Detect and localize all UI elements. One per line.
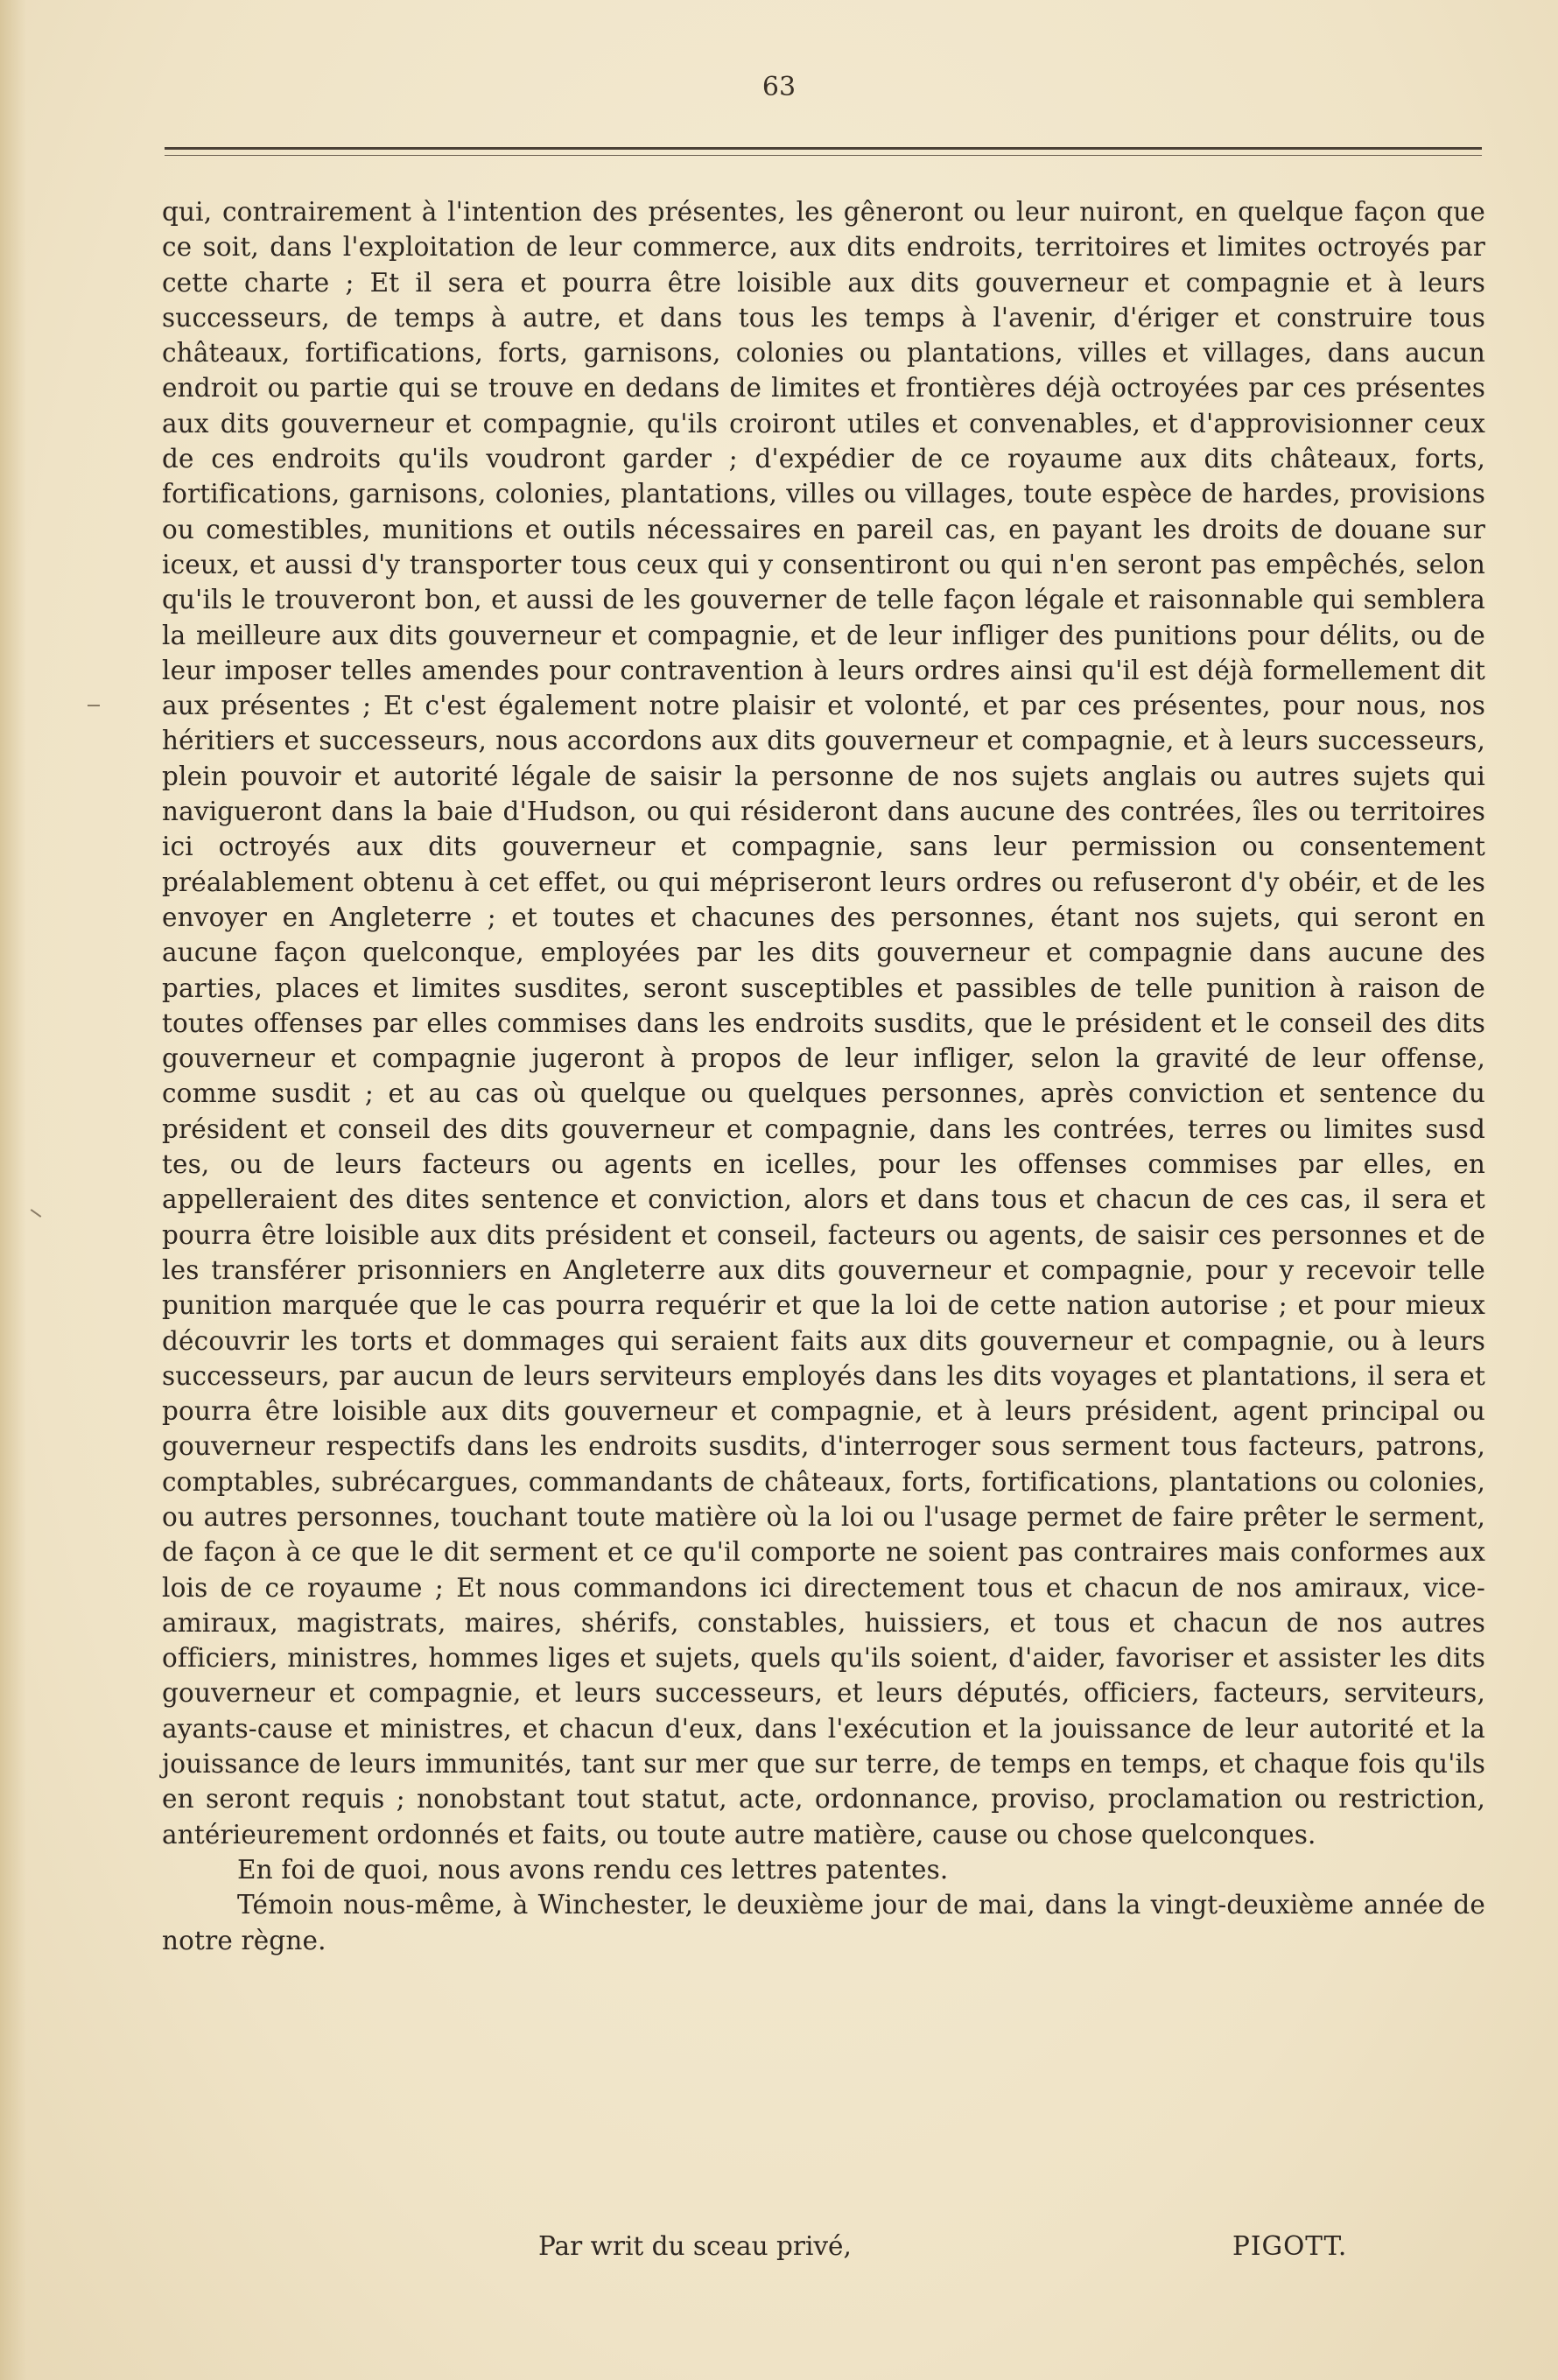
header-rule-thin xyxy=(165,155,1482,156)
closing-paragraph-temoin: Témoin nous-même, à Winchester, le deuxième jour de mai, dans la vingt-deuxième année de notre règne. xyxy=(162,1890,1485,1955)
header-rule-thick xyxy=(165,147,1482,150)
page-number: 63 xyxy=(761,72,797,102)
signature-writ: Par writ du sceau privé, xyxy=(538,2231,852,2261)
body-text xyxy=(162,194,1485,1958)
main-paragraph: qui, contrairement à l'intention des présentes, les gêneront ou leur nuiront, en quelque façon que ce soit, dans l'exploitation de leur commerce, aux dits endroits, territoires et limites octroyés par cette charte ; Et il sera et pourra être loisible aux dits gouverneur et compagnie et à leurs successeurs, de temps à autre, et dans tous les temps à l'avenir, d'ériger et construire tous châteaux, fortifications, forts, garnisons, colonies ou plantations, villes et villages, dans aucun endroit ou partie qui se trouve en dedans de limites et frontières déjà octroyées par ces présentes aux dits gouverneur et compagnie, qu'ils croiront utiles et convenables, et d'approvisionner ceux de ces endroits qu'ils voudront garder ; d'expédier de ce royaume aux dits châteaux, forts, fortifications, garnisons, colonies, plantations, villes ou villages, toute espèce de hardes, provisions ou comestibles, munitions et outils nécessaires en pareil cas, en payant les droits de douane sur iceux, et aussi d'y transporter tous ceux qui y consentiront ou qui n'en seront pas empêchés, selon qu'ils le trouveront bon, et aussi de les gouverner de telle façon légale et raisonnable qui semblera la meilleure aux dits gouverneur et compagnie, et de leur infliger des punitions pour délits, ou de leur imposer telles amendes pour contravention à leurs ordres ainsi qu'il est déjà formellement dit aux présentes ; Et c'est également notre plaisir et volonté, et par ces présentes, pour nous, nos héritiers et successeurs, nous accordons aux dits gouverneur et compagnie, et à leurs successeurs, plein pouvoir et autorité légale de saisir la personne de nos sujets anglais ou autres sujets qui navigueront dans la baie d'Hudson, ou qui résideront dans aucune des contrées, îles ou territoires ici octroyés aux dits gouverneur et compagnie, sans leur permission ou consentement préalablement obtenu à cet effet, ou qui mépriseront leurs ordres ou refuseront d'y obéir, et de les envoyer en Angleterre ; et toutes et chacunes des personnes, étant nos sujets, qui seront en aucune façon quelconque, employées par les dits gouverneur et compagnie dans aucune des parties, places et limites susdites, seront susceptibles et passibles de telle punition à raison de toutes offenses par elles commises dans les endroits susdits, que le président et le conseil des dits gouverneur et compagnie jugeront à propos de leur infliger, selon la gravité de leur offense, comme susdit ; et au cas où quelque ou quelques personnes, après conviction et sentence du président et conseil des dits gouverneur et compagnie, dans les contrées, terres ou limites susd tes, ou de leurs facteurs ou agents en icelles, pour les offenses commises par elles, en appelleraient des dites sentence et conviction, alors et dans tous et chacun de ces cas, il sera et pourra être loisible aux dits président et conseil, facteurs ou agents, de saisir ces personnes et de les transférer prisonniers en Angleterre aux dits gouverneur et compagnie, pour y recevoir telle punition marquée que le cas pourra requérir et que la loi de cette nation autorise ; et pour mieux découvrir les torts et dommages qui seraient faits aux dits gouverneur et compagnie, ou à leurs successeurs, par aucun de leurs serviteurs employés dans les dits voyages et plantations, il sera et pourra être loisible aux dits gouverneur et compagnie, et à leurs président, agent principal ou gouverneur respectifs dans les endroits susdits, d'interroger sous serment tous facteurs, patrons, comptables, subrécargues, commandants de châteaux, forts, fortifications, plantations ou colonies, ou autres personnes, touchant toute matière où la loi ou l'usage permet de faire prêter le serment, de façon à ce que le dit serment et ce qu'il comporte ne soient pas contraires mais conformes aux lois de ce royaume ; Et nous commandons ici directement tous et chacun de nos amiraux, vice-amiraux, magistrats, maires, shérifs, constables, huissiers, et tous et chacun de nos autres officiers, ministres, hommes liges et sujets, quels qu'ils soient, d'aider, favoriser et assister les dits gouverneur et compagnie, et leurs successeurs, et leurs députés, officiers, facteurs, serviteurs, ayants-cause et ministres, et chacun d'eux, dans l'exécution et la jouissance de leur autorité et la jouissance de leurs immunités, tant sur mer que sur terre, de temps en temps, et chaque fois qu'ils en seront requis ; nonobstant tout statut, acte, ordonnance, proviso, proclamation ou restriction, antérieurement ordonnés et faits, ou toute autre matière, cause ou chose quelconques. xyxy=(162,197,1485,1850)
margin-mark xyxy=(88,705,100,706)
margin-mark xyxy=(31,1209,42,1218)
signature-name: PIGOTT. xyxy=(1232,2231,1348,2261)
closing-paragraph-patentes: En foi de quoi, nous avons rendu ces lettres patentes. xyxy=(237,1854,949,1885)
binding-edge xyxy=(0,0,26,2380)
